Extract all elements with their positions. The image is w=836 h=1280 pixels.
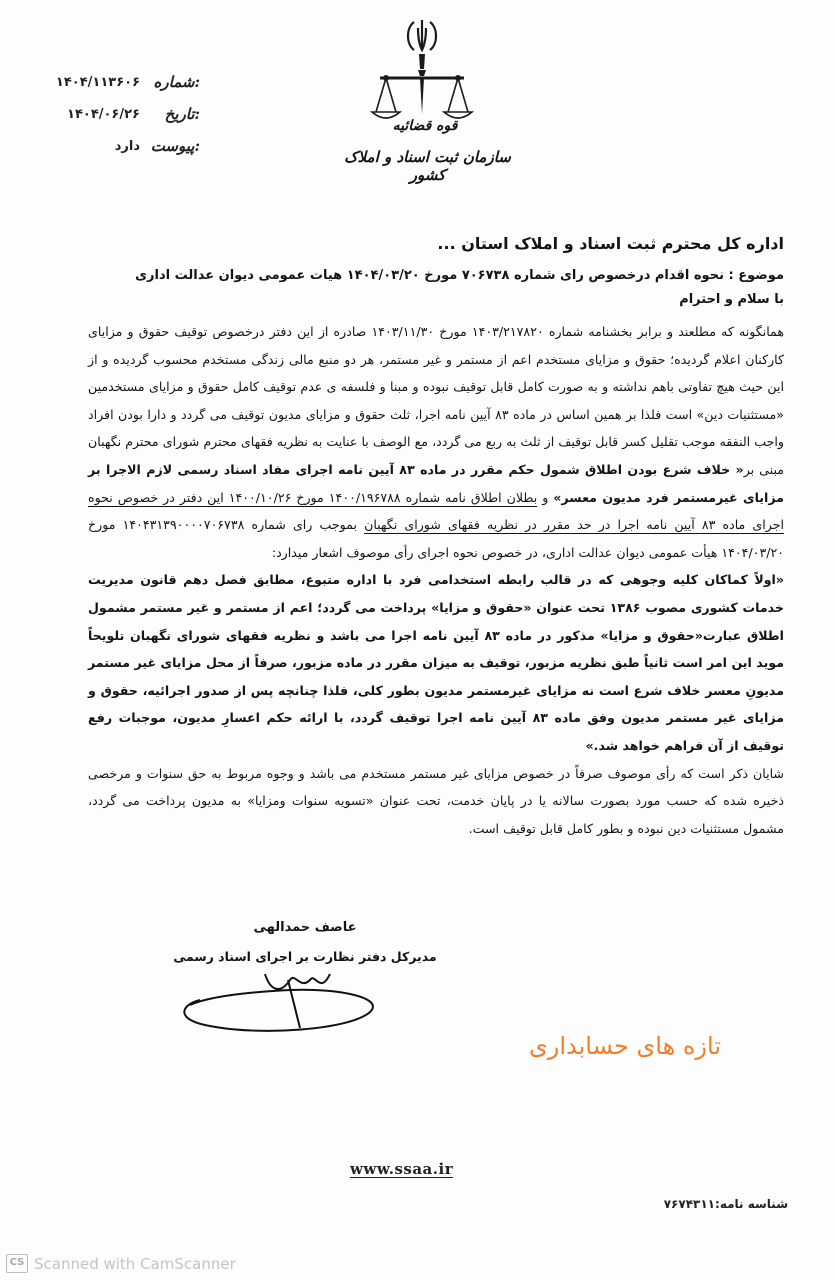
- letter-id: شناسه نامه:۷۶۷۴۳۱۱: [663, 1197, 788, 1211]
- letter-date-value: ۱۴۰۴/۰۶/۲۶: [67, 106, 140, 122]
- camscanner-badge: [6, 1254, 236, 1273]
- watermark-text: تازه های حسابداری: [528, 1032, 722, 1060]
- meta-row-number: [40, 66, 200, 98]
- signer-name: عاصف حمدالهی: [253, 920, 357, 935]
- quoted-ruling: «اولاً کماکان کلیه وجوهی که در قالب رابطه استخدامی فرد با اداره متبوع، مطابق فصل دهم قانون مدیریت خدمات کشوری مصوب ۱۳۸۶ تحت عنوان «حقوق و مزایا» پرداخت می گردد؛ اعم از مستمر و غیر مستمر مشمول اطلاق عبارت«حقوق و مزایا» مذکور در ماده ۸۳ آیین نامه اجرا می باشد و نظریه فقهای شورای نگهبان تلویحاً موید این امر است ثانیاً طبق نظریه مزبور، توقیف به میزان مقرر در ماده مزبور، صرفاً از محل مزایای غیر مستمر مدیونِ معسر خلاف شرع است نه مزایای غیرمستمر مدیون بطور کلی، فلذا چنانچه پس از صدور اجرائیه، حقوق و مزایای غیر مستمر مدیون وفق ماده ۸۳ آیین نامه اجرا توقیف گردد، با ارائه حکم اعسارِ مدیون، موجبات رفع توقیف از آن فراهم خواهد شد.»: [88, 572, 784, 753]
- subject-line: موضوع : نحوه اقدام درخصوص رای شماره ۷۰۶۷۳۸ مورخ ۱۴۰۴/۰۳/۲۰ هیات عمومی دیوان عدالت اداری: [135, 268, 784, 283]
- paragraph-main-part2: و: [537, 489, 554, 505]
- scales-of-justice-icon: [362, 14, 482, 124]
- signature-block: [170, 920, 440, 964]
- signer-title: مدیرکل دفتر نظارت بر اجرای اسناد رسمی: [173, 949, 437, 964]
- paragraph-main-bold: « خلاف شرع بودن اطلاق شمول حکم مقرر در ماده ۸۳ آیین نامه اجرای مفاد اسناد رسمی لازم الاجرا بر مزایای غیرمستمر فرد مدیون معسر»: [88, 461, 784, 505]
- website-link[interactable]: www.ssaa.ir: [350, 1160, 454, 1178]
- paragraph-main-part1: همانگونه که مطلعند و برابر بخشنامه شماره ۱۴۰۳/۲۱۷۸۲۰ مورخ ۱۴۰۳/۱۱/۳۰ صادره از این دفتر درخصوص توقیف حقوق و مزایای کارکنان اعلام گردیده؛ حقوق و مزایای مستخدم اعم از مستمر و غیر مستمر، هر دو منبع مالی زندگی مستخدم محسوب گردیده و از این حیث هیچ تفاوتی باهم نداشته و به صورت کامل قابل توقیف نبوده و مبنا و فلسفه ی عدم توقیف کامل حقوق و مزایای مستخدمین «مستثنیات دین» است فلذا بر همین اساس در ماده ۸۳ آیین نامه اجرا، ثلث حقوق و مزایای مدیون توقیف می گردد و دارا بودن افراد واجب النفقه موجب تقلیل کسر قابل توقیف از ثلث به ربع می گردد، مع الوصف با عنایت به نظریه فقهای محترم شورای محترم نگهبان مبنی بر: [88, 324, 785, 477]
- handwritten-signature-icon: [170, 950, 440, 1040]
- letter-meta: [40, 66, 200, 162]
- letter-date-label: تاریخ:: [164, 105, 200, 123]
- meta-row-attachment: [40, 130, 200, 162]
- attachment-value: دارد: [114, 138, 140, 154]
- greeting: با سلام و احترام: [679, 292, 784, 307]
- letter-number-label: شماره:: [153, 73, 200, 91]
- camscanner-logo-icon: CS: [6, 1254, 28, 1273]
- letter-body: [88, 230, 784, 842]
- camscanner-text: Scanned with CamScanner: [34, 1254, 236, 1273]
- addressee: اداره کل محترم ثبت اسناد و املاک استان ...: [437, 234, 784, 253]
- meta-row-date: [40, 98, 200, 130]
- letter-number-value: ۱۴۰۴/۱۱۳۶۰۶: [55, 74, 140, 90]
- paragraph-main: [88, 318, 784, 566]
- organization-name: سازمان ثبت اسناد و املاک کشور: [344, 148, 511, 184]
- paragraph-main-part3: بموجب رای شماره ۱۴۰۴۳۱۳۹۰۰۰۰۷۰۶۷۳۸ مورخ ۱۴۰۴/۰۳/۲۰ هیأت عمومی دیوان عدالت اداری، در خصوص نحوه اجرای رأی موصوف اشعار میدارد:: [88, 517, 784, 560]
- attachment-label: پیوست:: [150, 137, 200, 155]
- judiciary-name: قوه قضائیه: [392, 118, 458, 134]
- paragraph-main-underlined: بطلان اطلاق نامه شماره ۱۴۰۰/۱۹۶۷۸۸ مورخ ۱۴۰۰/۱۰/۲۶ این دفتر در خصوص نحوه اجرای ماده ۸۳ آیین نامه اجرا در حد مقرر در نظریه فقهای شورای نگهبان: [88, 489, 785, 533]
- paragraph-closing: شایان ذکر است که رأی موصوف صرفاً در خصوص مزایای غیر مستمر مستخدم می باشد و وجوه مربوط به حق سنوات و مرخصی ذخیره شده که حسب مورد بصورت سالانه یا در پایان خدمت، تحت عنوان «تسویه سنوات ومزایا» به مدیون پرداخت می گردد، مشمول مستثنیات دین نبوده و بطور کامل قابل توقیف است.: [88, 765, 784, 836]
